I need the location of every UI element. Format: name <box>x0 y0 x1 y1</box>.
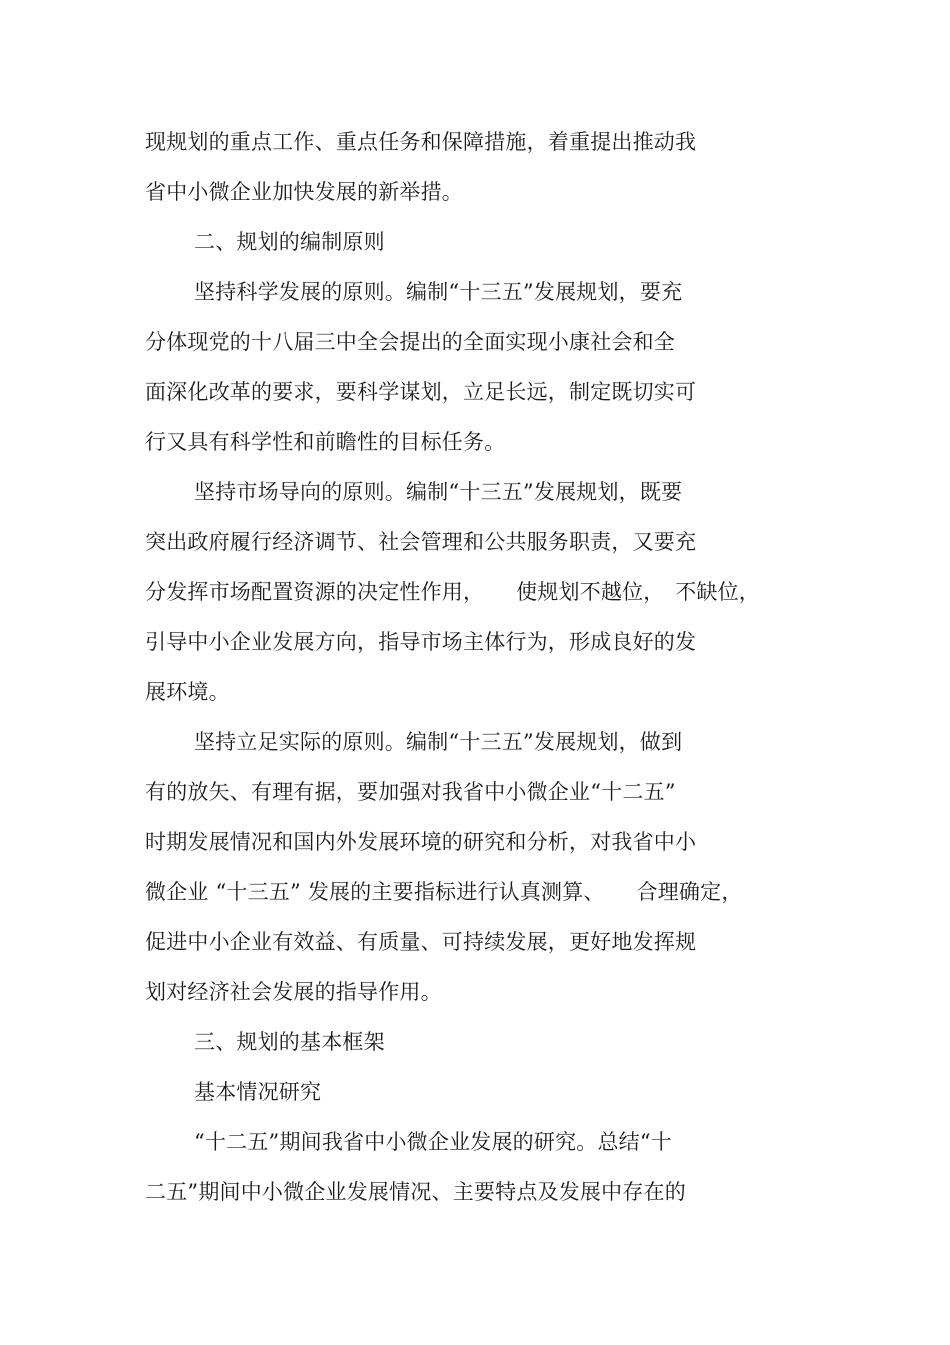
paragraph-first-line: 坚持立足实际的原则。编制“十三五”发展规划，做到 <box>194 730 683 754</box>
paragraph-first-line: “十二五”期间我省中小微企业发展的研究。总结“十 <box>194 1130 673 1154</box>
subsection-heading: 基本情况研究 <box>194 1080 322 1104</box>
text-line: 面深化改革的要求，要科学谋划，立足长远，制定既切实可 <box>145 380 697 404</box>
text-line: 微企业 “十三五” 发展的主要指标进行认真测算、 合理确定， <box>145 880 743 904</box>
text-line: 引导中小企业发展方向，指导市场主体行为，形成良好的发 <box>145 630 697 654</box>
text-line: 分发挥市场配置资源的决定性作用， 使规划不越位， 不缺位， <box>145 580 760 604</box>
paragraph-first-line: 坚持科学发展的原则。编制“十三五”发展规划，要充 <box>194 280 683 304</box>
text-line: 时期发展情况和国内外发展环境的研究和分析，对我省中小 <box>145 830 697 854</box>
text-line: 促进中小企业有效益、有质量、可持续发展，更好地发挥规 <box>145 930 697 954</box>
text-line: 分体现党的十八届三中全会提出的全面实现小康社会和全 <box>145 330 675 354</box>
paragraph-first-line: 坚持市场导向的原则。编制“十三五”发展规划，既要 <box>194 480 683 504</box>
text-line: 展环境。 <box>145 680 230 704</box>
text-line: 有的放矢、有理有据，要加强对我省中小微企业“十二五” <box>145 780 676 804</box>
text-line: 突出政府履行经济调节、社会管理和公共服务职责，又要充 <box>145 530 697 554</box>
text-line: 行又具有科学性和前瞻性的目标任务。 <box>145 430 506 454</box>
text-line: 划对经济社会发展的指导作用。 <box>145 980 442 1004</box>
section-heading: 三、规划的基本框架 <box>194 1030 385 1054</box>
text-line: 现规划的重点工作、重点任务和保障措施，着重提出推动我 <box>145 130 697 154</box>
text-line: 省中小微企业加快发展的新举措。 <box>145 180 463 204</box>
text-line: 二五”期间中小微企业发展情况、主要特点及发展中存在的 <box>145 1180 686 1204</box>
section-heading: 二、规划的编制原则 <box>194 230 385 254</box>
